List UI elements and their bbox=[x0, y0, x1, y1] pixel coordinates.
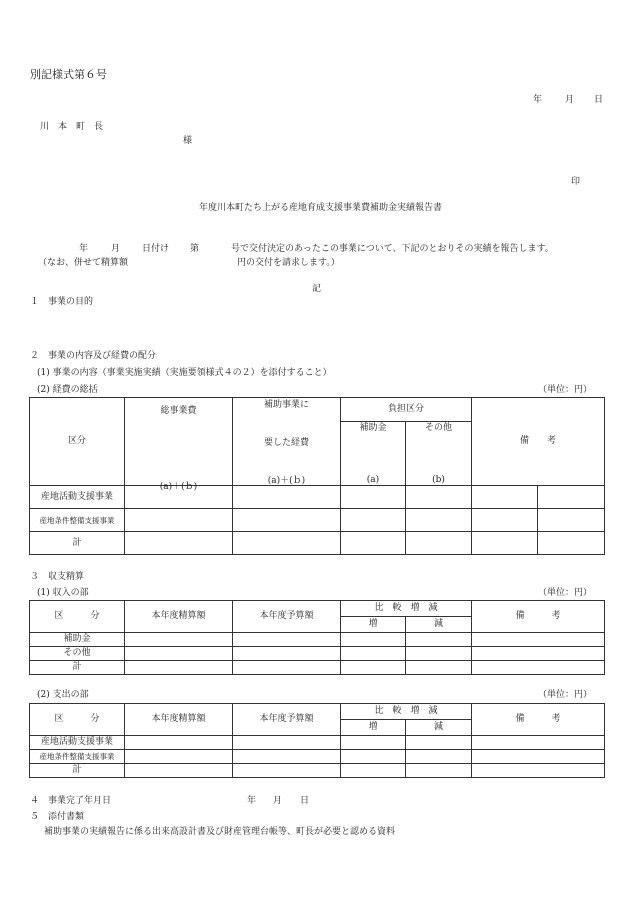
input-cell[interactable] bbox=[538, 532, 605, 555]
input-cell[interactable] bbox=[341, 647, 406, 661]
table-row bbox=[30, 764, 605, 778]
date-month-label: 月 bbox=[565, 95, 575, 105]
completion-day: 日 bbox=[300, 796, 310, 806]
header-compare: 比 較 増 減 bbox=[341, 704, 472, 720]
input-cell[interactable] bbox=[233, 647, 341, 661]
table-row bbox=[30, 661, 605, 675]
input-cell[interactable] bbox=[406, 647, 472, 661]
input-cell[interactable] bbox=[341, 532, 406, 555]
intro-month: 月 bbox=[111, 244, 121, 254]
income-table bbox=[29, 600, 605, 675]
completion-year: 年 bbox=[247, 796, 257, 806]
header-burden-division: 負担区分 bbox=[341, 398, 472, 422]
table-row bbox=[30, 647, 605, 661]
input-cell[interactable] bbox=[233, 633, 341, 647]
section2-sub1: (1) 事業の内容（事業実施実績（実施要領様式４の２）を添付すること） bbox=[37, 368, 332, 378]
header-budget: 本年度予算額 bbox=[233, 601, 341, 633]
section2-heading: ２ 事業の内容及び経費の配分 bbox=[30, 351, 157, 361]
input-cell[interactable] bbox=[125, 633, 233, 647]
table-row bbox=[30, 486, 605, 509]
section1-heading: １ 事業の目的 bbox=[30, 297, 94, 307]
input-cell[interactable] bbox=[125, 647, 233, 661]
form-number: 別記様式第６号 bbox=[30, 68, 107, 81]
table-row bbox=[30, 736, 605, 750]
input-cell[interactable] bbox=[472, 486, 538, 509]
header-other: その他 (b) bbox=[406, 422, 472, 486]
section2-unit: （単位：円） bbox=[538, 385, 593, 395]
input-cell[interactable] bbox=[233, 736, 341, 750]
intro-dai: 第 bbox=[190, 244, 200, 254]
intro-line2-end: 円の交付を請求します。） bbox=[237, 258, 340, 268]
header-remarks: 備 考 bbox=[472, 398, 605, 486]
income-sub: (1) 収入の部 bbox=[37, 588, 89, 598]
input-cell[interactable] bbox=[472, 509, 538, 532]
intro-year: 年 bbox=[79, 244, 89, 254]
expenditure-table bbox=[29, 703, 605, 778]
header-subsidy: 補助金 (a) bbox=[341, 422, 406, 486]
intro-dated: 日付け bbox=[142, 244, 170, 254]
input-cell[interactable] bbox=[233, 764, 341, 778]
header-subsidy-target-cost: 補助事業に 要した経費 (a)＋(ｂ) bbox=[233, 398, 341, 486]
header-total-cost: 総事業費 (a)＋(ｂ) bbox=[125, 398, 233, 486]
input-cell[interactable] bbox=[538, 509, 605, 532]
income-unit: （単位：円） bbox=[538, 588, 593, 598]
input-cell[interactable] bbox=[125, 750, 233, 764]
completion-month: 月 bbox=[273, 796, 283, 806]
input-cell[interactable] bbox=[472, 764, 605, 778]
section2-sub2: (2) 経費の総括 bbox=[37, 385, 98, 395]
input-cell[interactable] bbox=[341, 661, 406, 675]
input-cell[interactable] bbox=[406, 633, 472, 647]
input-cell[interactable] bbox=[233, 532, 341, 555]
input-cell[interactable] bbox=[125, 736, 233, 750]
input-cell[interactable] bbox=[472, 633, 605, 647]
header-settled: 本年度精算額 bbox=[125, 704, 233, 736]
input-cell[interactable] bbox=[125, 509, 233, 532]
seal-mark: 印 bbox=[571, 177, 581, 187]
table-row bbox=[30, 532, 605, 555]
expense-unit: （単位：円） bbox=[538, 690, 593, 700]
input-cell[interactable] bbox=[406, 509, 472, 532]
honorific: 様 bbox=[183, 136, 193, 146]
header-remarks: 備 考 bbox=[472, 601, 605, 633]
input-cell[interactable] bbox=[341, 486, 406, 509]
header-increase: 増 bbox=[341, 617, 406, 633]
input-cell[interactable] bbox=[341, 633, 406, 647]
input-cell[interactable] bbox=[125, 661, 233, 675]
input-cell[interactable] bbox=[341, 750, 406, 764]
input-cell[interactable] bbox=[406, 764, 472, 778]
row-label: 補助金 bbox=[30, 633, 125, 647]
row-label: 産地活動支援事業 bbox=[30, 486, 125, 509]
date-day-label: 日 bbox=[594, 95, 604, 105]
input-cell[interactable] bbox=[406, 661, 472, 675]
intro-rest: 号で交付決定のあったこの事業について、下記のとおりその実績を報告します。 bbox=[231, 244, 554, 254]
input-cell[interactable] bbox=[341, 736, 406, 750]
input-cell[interactable] bbox=[472, 750, 605, 764]
input-cell[interactable] bbox=[406, 750, 472, 764]
row-label: 計 bbox=[30, 661, 125, 675]
section5-text: 補助事業の実績報告に係る出来高設計書及び財産管理台帳等、町長が必要と認める資料 bbox=[44, 827, 396, 837]
row-label: 計 bbox=[30, 764, 125, 778]
row-label: 産地条件整備支援事業 bbox=[30, 750, 125, 764]
header-category: 区 分 bbox=[30, 704, 125, 736]
header-increase: 増 bbox=[341, 720, 406, 736]
input-cell[interactable] bbox=[233, 509, 341, 532]
header-budget: 本年度予算額 bbox=[233, 704, 341, 736]
ki-heading: 記 bbox=[312, 284, 322, 294]
intro-line2: （なお、併せて精算額 bbox=[38, 258, 129, 268]
input-cell[interactable] bbox=[472, 647, 605, 661]
input-cell[interactable] bbox=[472, 736, 605, 750]
input-cell[interactable] bbox=[233, 486, 341, 509]
input-cell[interactable] bbox=[233, 750, 341, 764]
input-cell[interactable] bbox=[472, 661, 605, 675]
input-cell[interactable] bbox=[233, 661, 341, 675]
header-decrease: 減 bbox=[406, 617, 472, 633]
expense-summary-table bbox=[29, 397, 605, 555]
input-cell[interactable] bbox=[406, 486, 472, 509]
input-cell[interactable] bbox=[125, 532, 233, 555]
date-year-label: 年 bbox=[533, 95, 543, 105]
addressee: 川 本 町 長 bbox=[40, 122, 104, 132]
input-cell[interactable] bbox=[472, 532, 538, 555]
input-cell[interactable] bbox=[125, 764, 233, 778]
header-settled: 本年度精算額 bbox=[125, 601, 233, 633]
expense-sub: (2) 支出の部 bbox=[37, 690, 89, 700]
document-title: 年度川本町たち上がる産地育成支援事業費補助金実績報告書 bbox=[199, 203, 443, 213]
section3-heading: ３ 収支精算 bbox=[30, 572, 85, 582]
table-row bbox=[30, 750, 605, 764]
header-category: 区分 bbox=[30, 398, 125, 486]
row-label: その他 bbox=[30, 647, 125, 661]
header-decrease: 減 bbox=[406, 720, 472, 736]
row-label: 計 bbox=[30, 532, 125, 555]
input-cell[interactable] bbox=[538, 486, 605, 509]
input-cell[interactable] bbox=[341, 764, 406, 778]
section5-heading: ５ 添付書類 bbox=[30, 812, 85, 822]
table-row bbox=[30, 509, 605, 532]
header-remarks: 備 考 bbox=[472, 704, 605, 736]
header-compare: 比 較 増 減 bbox=[341, 601, 472, 617]
table-row bbox=[30, 633, 605, 647]
row-label: 産地条件整備支援事業 bbox=[30, 509, 125, 532]
header-category: 区 分 bbox=[30, 601, 125, 633]
input-cell[interactable] bbox=[341, 509, 406, 532]
section4-heading: ４ 事業完了年月日 bbox=[30, 796, 112, 806]
input-cell[interactable] bbox=[406, 532, 472, 555]
row-label: 産地活動支援事業 bbox=[30, 736, 125, 750]
input-cell[interactable] bbox=[406, 736, 472, 750]
